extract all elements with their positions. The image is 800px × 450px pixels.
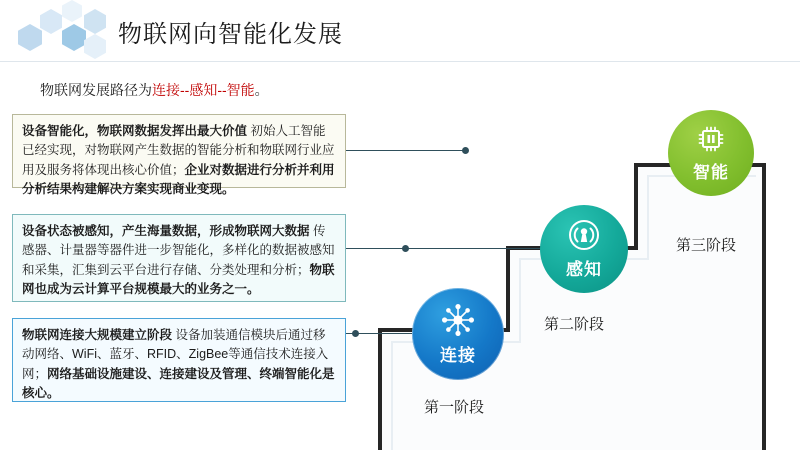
- connector-dot-smart: [462, 147, 469, 154]
- circle-smart[interactable]: [668, 110, 754, 196]
- circle-label: 感知: [566, 259, 602, 279]
- description-body: 初始人工智能已经实现，对物联网产生数据的智能分析和物联网行业应用及服务将体现出核心价值；: [22, 124, 335, 177]
- connector-dot-sense: [402, 245, 409, 252]
- intro-suffix: 。: [254, 82, 269, 98]
- circle-label: 连接: [440, 345, 476, 365]
- description-box-smart: [12, 114, 346, 197]
- chip-icon: [696, 124, 726, 154]
- intro-accent: 连接--感知--智能: [152, 82, 255, 98]
- description-tail: 企业对数据进行分析并利用分析结果构建解决方案实现商业变现。: [22, 162, 335, 197]
- stage-label-1: 第一阶段: [424, 399, 485, 416]
- stage-label-2: 第二阶段: [544, 316, 605, 333]
- connector-line-sense: [346, 248, 542, 249]
- description-body: 传感器、计量器等器件进一步智能化，多样化的数据被感知和采集，汇集到云平台进行存储、分类处理和分析；: [22, 224, 335, 277]
- description-box-sense: [12, 214, 346, 302]
- connector-dot-connect: [352, 330, 359, 337]
- circle-label: 智能: [693, 162, 729, 182]
- intro-prefix: 物联网发展路径为: [40, 82, 152, 98]
- page-title: 物联网向智能化发展: [118, 21, 343, 48]
- description-box-connect: [12, 318, 346, 402]
- description-lead: 设备状态被感知，产生海量数据，形成物联网大数据: [22, 224, 310, 238]
- circle-sense[interactable]: [540, 205, 628, 293]
- connector-line-smart: [346, 150, 466, 151]
- stage-label-3: 第三阶段: [676, 237, 737, 254]
- circle-connect[interactable]: [412, 288, 504, 380]
- description-lead: 物联网连接大规模建立阶段: [22, 328, 173, 342]
- description-body: 设备加装通信模块后通过移动网络、WiFi、蓝牙、RFID、ZigBee等通信技术连接入网；: [22, 328, 329, 381]
- network-nodes-icon: [441, 303, 475, 337]
- description-lead: 设备智能化，物联网数据发挥出最大价值: [22, 124, 248, 138]
- description-tail: 网络基础设施建设、连接建设及管理、终端智能化是核心。: [22, 366, 335, 401]
- signal-broadcast-icon: [568, 219, 600, 251]
- description-tail: 物联网也成为云计算平台规模最大的业务之一。: [22, 262, 335, 297]
